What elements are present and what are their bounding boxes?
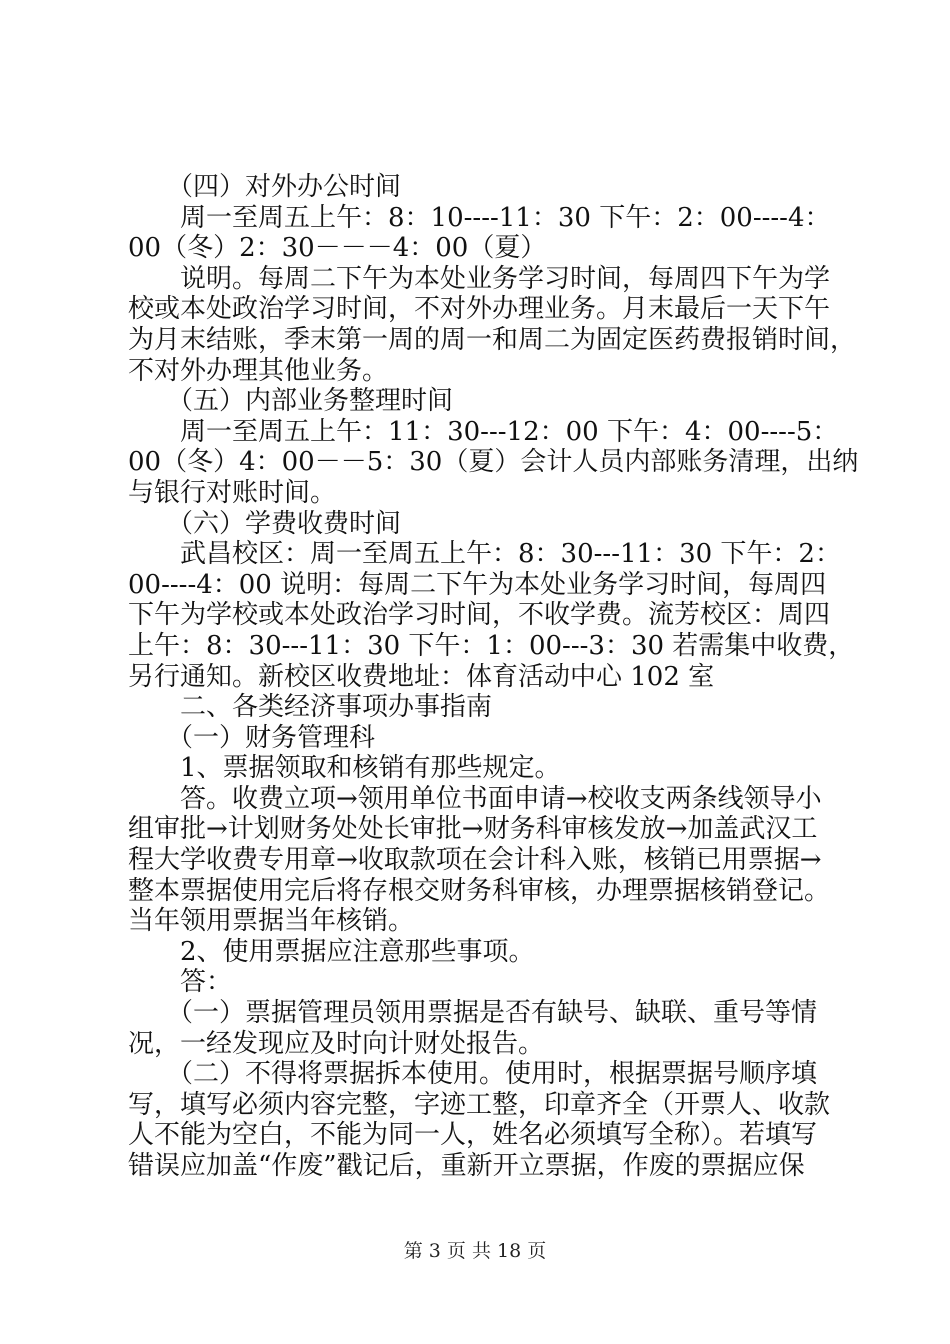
text-line: 上午：8：30---11：30 下午：1：00---3：30 若需集中收费，	[128, 630, 855, 661]
text-line: （一）票据管理员领用票据是否有缺号、缺联、重号等情	[128, 998, 818, 1029]
text-line: 00（冬）2：30－－－4：00（夏）	[128, 233, 547, 264]
text-line: 00（冬）4：00－－5：30（夏）会计人员内部账务清理，出纳	[128, 447, 859, 478]
text-line: 校或本处政治学习时间，不对外办理业务。月末最后一天下午	[128, 294, 831, 325]
text-line: 周一至周五上午：8：10----11：30 下午：2：00----4：	[128, 202, 831, 233]
document-body	[128, 172, 859, 1182]
text-line: 下午为学校或本处政治学习时间，不收学费。流芳校区：周四	[128, 600, 831, 631]
text-line: 00----4：00 说明：每周二下午为本处业务学习时间，每周四	[128, 569, 827, 600]
text-line: 况，一经发现应及时向计财处报告。	[128, 1028, 545, 1059]
text-line: 答。收费立项→领用单位书面申请→校收支两条线领导小	[128, 783, 822, 814]
text-line: 人不能为空白，不能为同一人，姓名必须填写全称）。若填写	[128, 1120, 818, 1151]
text-line: 当年领用票据当年核销。	[128, 906, 415, 937]
text-line: （四）对外办公时间	[128, 172, 402, 202]
text-line: 说明。每周二下午为本处业务学习时间，每周四下午为学	[128, 263, 831, 294]
text-line: 为月末结账，季末第一周的周一和周二为固定医药费报销时间，	[128, 324, 857, 355]
text-line: 二、各类经济事项办事指南	[128, 692, 493, 723]
text-line: 写，填写必须内容完整，字迹工整，印章齐全（开票人、收款	[128, 1089, 831, 1120]
text-line: 组审批→计划财务处处长审批→财务科审核发放→加盖武汉工	[128, 814, 818, 845]
text-line: 与银行对账时间。	[128, 477, 337, 508]
text-line: 周一至周五上午：11：30---12：00 下午：4：00----5：	[128, 416, 839, 447]
text-line: 整本票据使用完后将存根交财务科审核，办理票据核销登记。	[128, 875, 831, 906]
text-line: （二）不得将票据拆本使用。使用时，根据票据号顺序填	[128, 1059, 818, 1090]
text-line: 不对外办理其他业务。	[128, 355, 389, 386]
text-line: 武昌校区：周一至周五上午：8：30---11：30 下午：2：	[128, 539, 841, 570]
text-line: （一）财务管理科	[128, 722, 376, 753]
text-line: （六）学费收费时间	[128, 508, 402, 539]
text-line: 错误应加盖“作废”戳记后，重新开立票据，作废的票据应保	[128, 1151, 805, 1181]
text-line: 程大学收费专用章→收取款项在会计科入账，核销已用票据→	[128, 845, 822, 876]
text-line: 1、票据领取和核销有那些规定。	[128, 753, 561, 784]
text-line: 另行通知。新校区收费地址：体育活动中心 102 室	[128, 661, 715, 692]
text-line: 2、使用票据应注意那些事项。	[128, 936, 535, 967]
text-line: （五）内部业务整理时间	[128, 386, 454, 417]
text-line: 答：	[128, 967, 233, 998]
page-footer: 第 3 页 共 18 页	[403, 1240, 547, 1262]
